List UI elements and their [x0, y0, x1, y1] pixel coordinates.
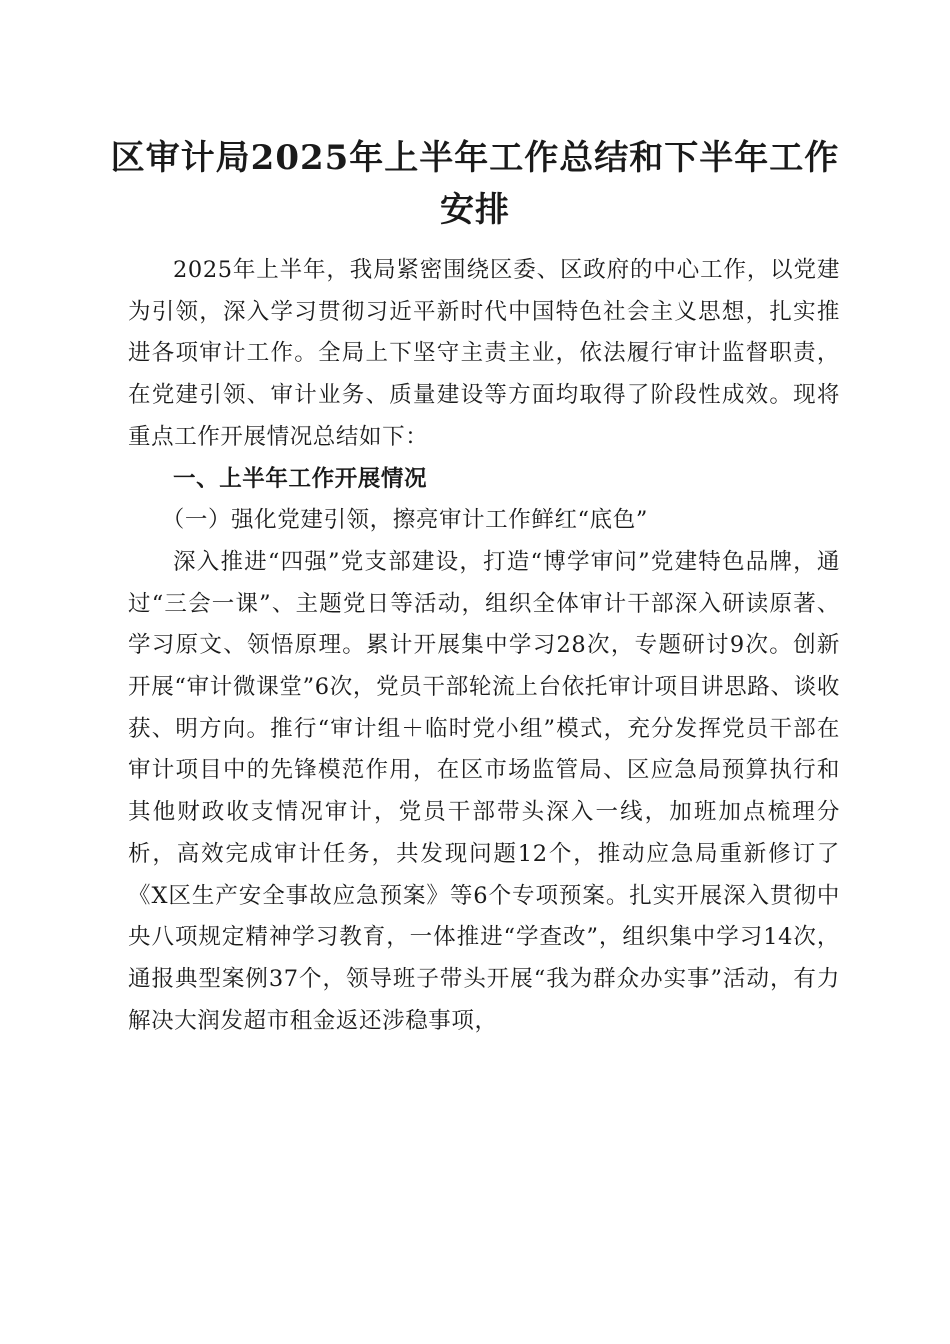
section-heading: 一、上半年工作开展情况 [173, 465, 428, 492]
subsection-paragraph: 深入推进“四强”党支部建设，打造“博学审问”党建特色品牌，通过“三会一课”、主题党日等活动，组织全体审计干部深入研读原著、学习原文、领悟原理。累计开展集中学习28次，专题研讨9次。创新开展“审计微课堂”6次，党员干部轮流上台依托审计项目讲思路、谈收获、明方向。推行“审计组＋临时党小组”模式，充分发挥党员干部在审计项目中的先锋模范作用，在区市场监管局、区应急局预算执行和其他财政收支情况审计，党员干部带头深入一线，加班加点梳理分析，高效完成审计任务，共发现问题12个，推动应急局重新修订了《X区生产安全事故应急预案》等6个专项预案。扎实开展深入贯彻中央八项规定精神学习教育，一体推进“学查改”，组织集中学习14次，通报典型案例37个，领导班子带头开展“我为群众办实事”活动，有力解决大润发超市租金返还涉稳事项， [128, 548, 840, 1034]
document-body [128, 250, 840, 1042]
subsection-heading: （一）强化党建引领，擦亮审计工作鲜红“底色” [161, 507, 648, 534]
intro-paragraph: 2025年上半年，我局紧密围绕区委、区政府的中心工作，以党建为引领，深入学习贯彻习近平新时代中国特色社会主义思想，扎实推进各项审计工作。全局上下坚守主责主业，依法履行审计监督职责，在党建引领、审计业务、质量建设等方面均取得了阶段性成效。现将重点工作开展情况总结如下： [128, 257, 840, 450]
document-title: 区审计局2025年上半年工作总结和下半年工作安排 [110, 138, 840, 230]
